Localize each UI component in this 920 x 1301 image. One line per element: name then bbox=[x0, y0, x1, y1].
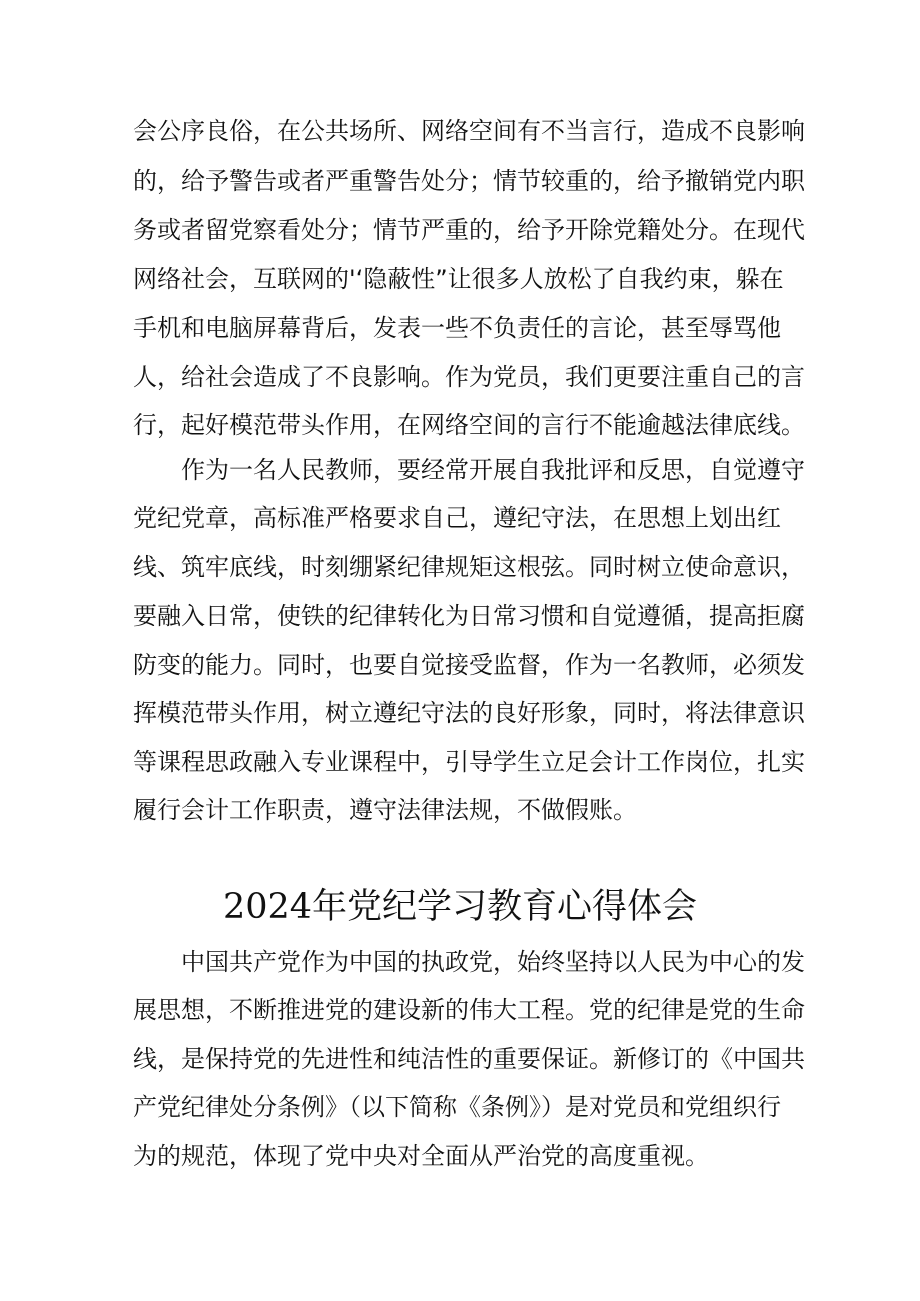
paragraph-line: 挥模范带头作用，树立遵纪守法的良好形象，同时，将法律意识 bbox=[133, 699, 805, 727]
paragraph-line: 履行会计工作职责，遵守法律法规，不做假账。 bbox=[133, 796, 637, 824]
paragraph-line: 党纪党章，高标准严格要求自己，遵纪守法，在思想上划出红 bbox=[133, 504, 781, 532]
paragraph-line: 线，是保持党的先进性和纯洁性的重要保证。新修订的《中国共 bbox=[133, 1045, 805, 1073]
paragraph-line: 要融入日常，使铁的纪律转化为日常习惯和自觉遵循，提高拒腐 bbox=[133, 602, 805, 630]
paragraph-line: 会公序良俗，在公共场所、网络空间有不当言行，造成不良影响 bbox=[133, 117, 805, 145]
paragraph-line: 为的规范，体现了党中央对全面从严治党的高度重视。 bbox=[133, 1142, 709, 1170]
paragraph-line: 产党纪律处分条例》（以下简称《条例》）是对党员和党组织行 bbox=[133, 1093, 781, 1121]
paragraph-line: 防变的能力。同时，也要自觉接受监督，作为一名教师，必须发 bbox=[133, 651, 805, 679]
paragraph-line: 网络社会，互联网的'‘隐蔽性”让很多人放松了自我约束，躲在 bbox=[133, 265, 784, 293]
paragraph-line: 展思想，不断推进党的建设新的伟大工程。党的纪律是党的生命 bbox=[133, 996, 805, 1024]
paragraph-line: 作为一名人民教师，要经常开展自我批评和反思，自觉遵守 bbox=[181, 456, 805, 484]
paragraph-line: 线、筑牢底线，时刻绷紧纪律规矩这根弦。同时树立使命意识， bbox=[133, 553, 805, 581]
paragraph-line: 人，给社会造成了不良影响。作为党员，我们更要注重自己的言 bbox=[133, 363, 805, 391]
paragraph-line: 务或者留党察看处分；情节严重的，给予开除党籍处分。在现代 bbox=[133, 216, 805, 244]
paragraph-line: 手机和电脑屏幕背后，发表一些不负责任的言论，甚至辱骂他 bbox=[133, 314, 781, 342]
page-title: 2024年党纪学习教育心得体会 bbox=[222, 887, 698, 927]
paragraph-line: 中国共产党作为中国的执政党，始终坚持以人民为中心的发 bbox=[181, 948, 805, 976]
paragraph-line: 的，给予警告或者严重警告处分；情节较重的，给予撤销党内职 bbox=[133, 167, 805, 195]
paragraph-line: 等课程思政融入专业课程中，引导学生立足会计工作岗位，扎实 bbox=[133, 748, 805, 776]
paragraph-line: 行，起好模范带头作用，在网络空间的言行不能逾越法律底线。 bbox=[133, 411, 805, 439]
